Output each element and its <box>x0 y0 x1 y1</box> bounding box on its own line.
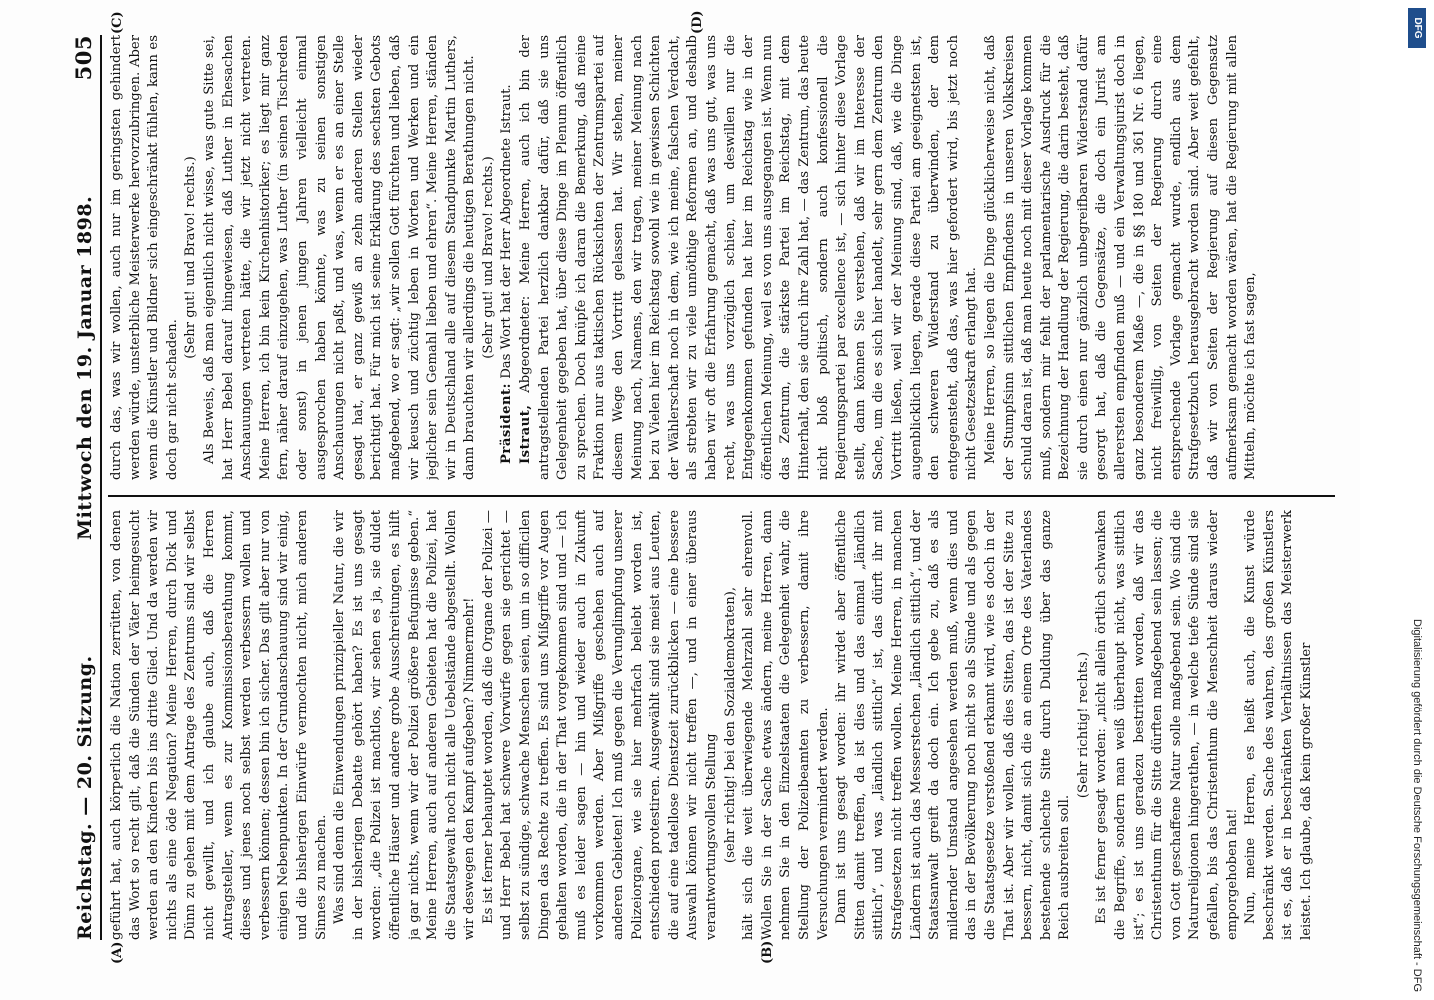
paragraph: Es ist ferner behauptet worden, daß die Organe der Polizei — und Herr Bebel hat schwere Vorwürfe gegen sie gerichtet — selbst zu sündige, schwache Menschen seien, um in so difficilen Dingen das Rechte zu treffen. Es sind uns Mißgriffe vor Augen gehalten worden, die in der That vorgekommen sind und — ich muß es leider sagen — hin und wieder auch in Zukunft vorkommen werden. Aber Mißgriffe geschehen auch auf anderen Gebieten! Ich muß gegen die Verunglimpfung unserer Polizeiorgane, wie sie hier mehrfach beliebt worden ist, entschieden protestiren. Ausgewählt sind sie meist aus Leuten, die auf eine tadellose Dienstzeit zurückblicken — eine bessere Auswahl können wir nicht treffen —, und in einer überaus verantwortungsvollen Stellung <box>480 510 719 940</box>
credit-text: Digitalisierung gefördert durch die Deutsche Forschungsgemeinschaft - DFG <box>1411 619 1423 992</box>
speech-text: Meine Herren, auch ich bin der antragstellenden Partei herzlich dankbar dafür, daß sie uns Gelegenheit gegeben hat, über diese Dinge im Plenum öffentlich zu sprechen. Doch knüpfe ich daran die Bemerkung, daß meine Fraktion nur aus taktischen Rücksichten der Zentrumspartei auf diesem Wege den Vortritt gelassen hat. Wir stehen, meiner Meinung nach, Namens, den wir tragen, meiner Meinung nach bei zu Vielen hier im Reichstag sowohl wie in gewissen Schichten der Wählerschaft noch in dem, wie ich meine, falschen Verdacht, als strebten wir zu viele unnöthige Reformen an, und deshalb haben wir oft die Erfahrung gemacht, daß was uns gut, was uns recht, was uns vorzüglich schien, um deswillen nur die Entgegenkommen gefunden hat hier im Reichstag wie in der öffentlichen Meinung, weil es von uns ausgegangen ist. Wenn nun das Zentrum, die stärkste Partei im Reichstag, mit dem Hinterhalt, den sie durch ihre Zahl hat, — das Zentrum, das heute nicht bloß politisch, sondern auch konfessionell die Regierungspartei par excellence ist, — sich hinter diese Vorlage stellt, dann können Sie verstehen, daß wir im Interesse der Sache, um die es sich hier handelt, sehr gern dem Zentrum den Vortritt ließen, weil wir der Meinung sind, daß, wie die Dinge augenblicklich liegen, gerade diese Partei am geeignetsten ist, den schweren Widerstand zu überwinden, der dem entgegensteht, daß das, was hier gefordert wird, bis jetzt noch nicht Gesetzeskraft erlangt hat. <box>518 35 980 480</box>
paragraph: Was sind denn die Einwendungen prinzipieller Natur, die wir in der bisherigen Debatte gehört haben? Es ist uns gesagt worden: „die Polizei ist machtlos, wir sehen es ja, sie duldet öffentliche Häuser und andere grobe Ausschreitungen, es hilft ja gar nichts, wenn wir der Polizei größere Befugnisse geben.“ Meine Herren, auch auf anderen Gebieten hat die Polizei, hat die Staatsgewalt noch nicht alle Uebelstände abgestellt. Wollen wir deswegen den Kampf aufgeben? Nimmermehr! <box>332 510 478 940</box>
left-column <box>108 510 1335 940</box>
header-date: Mittwoch den 19. Januar 1898. <box>74 195 96 540</box>
page-number: 505 <box>71 35 96 81</box>
margin-marker-a: (A) <box>110 941 125 964</box>
margin-marker-c: (C) <box>110 11 125 34</box>
speaker-role: Abgeordneter: <box>518 295 534 393</box>
paragraph: Dann ist uns gesagt worden: ihr wirdet aber öffentliche Sitten damit treffen, da ist dies und das einmal „ländlich sittlich“, und was „ländlich sittlich“ ist, das dürft ihr mit Strafgesetzen nicht treffen wollen. Meine Herren, in manchen Ländern ist auch das Messerstechen „ländlich sittlich“, und der Staatsanwalt greift da doch ein. Ich gebe zu, daß es als mildernder Umstand angesehen werden muß, wenn dies und das in der Bevölkerung noch nicht so als Sünde und als gegen die Staatsgesetze verstoßend erkannt wird, wie es doch in der That ist. Aber wir wollen, daß dies Sitten, das ist der Sitte zu bessern, nicht, damit sich die an einem Orte des Vaterlandes bestehende schlechte Sitte durch Duldung über das ganze Reich ausbreiten soll. <box>834 510 1073 940</box>
president-text: Das Wort hat der Herr Abgeordnete Istraut. <box>499 84 515 379</box>
dfg-logo <box>1408 8 1426 48</box>
paragraph: hält sich die weit überwiegende Mehrzahl sehr ehrenvoll. Wollen Sie in der Sache etwas ändern, meine Herren, dann nehmen Sie in den Einzelstaaten die Gelegenheit wahr, die Stellung der Polizeibeamten zu verbessern, damit ihre Versuchungen vermindert werden. <box>741 510 831 940</box>
speaker-turn <box>517 35 982 480</box>
paragraph: Meine Herren, so liegen die Dinge glücklicherweise nicht, daß der Stumpfsinn sittlichen Empfindens in unseren Volkskreisen schuld daran ist, daß man heute noch mit dieser Vorlage kommen muß, sondern mir fehlt der parlamentarische Ausdruck für die Bezeichnung der Handlung der Regierung, die darin besteht, daß sie durch einen nur gänzlich unbegreifbaren Widerstand dafür gesorgt hat, daß die Gegensätze, die doch ein Jurist am allerersten empfinden muß — und ein Verwaltungsjurist doch in ganz besonderem Maße —, die in §§ 180 und 361 Nr. 6 liegen, nicht freiwillig, von Seiten der Regierung durch eine entsprechende Vorlage gemacht wurde, endlich aus dem Strafgesetzbuch herausgebracht worden sind. Aber weit gefehlt, daß wir von Seiten der Regierung auf diesen Gegensatz aufmerksam gemacht worden wären, hat die Regierung mit allen Mitteln, möchte ich fast sagen, <box>982 35 1259 480</box>
interjection: (sehr richtig! bei den Sozialdemokraten), <box>722 586 738 864</box>
right-column <box>108 35 1335 480</box>
margin-marker-b: (B) <box>760 940 775 964</box>
paragraph: Als Beweis, daß man eigentlich nicht wisse, was gute Sitte sei, hat Herr Bebel darauf hingewiesen, daß Luther in Ehesachen Anschauungen vertreten hätte, die wir jetzt nicht vertreten. Meine Herren, ich bin kein Kirchenhistoriker; es liegt mir ganz fern, näher darauf einzugehen, was Luther (in seinen Tischreden oder sonst) in jenen jungen Jahren vielleicht einmal ausgesprochen haben könnte, was zu seinen sonstigen Anschauungen nicht paßt, und was, wenn er es an einer Stelle gesagt hat, er ganz gewiß an zehn anderen Stellen wieder berichtigt hat. Für mich ist seine Erklärung des sechsten Gebots maßgebend, wo er sagt: „wir sollen Gott fürchten und lieben, daß wir keusch und züchtig leben in Worten und Werken und ein jeglicher sein Gemahl lieben und ehren“. Meine Herren, ständen wir in Deutschland alle auf diesem Standpunkte Martin Luthers, dann brauchten wir allerdings die heutigen Berathungen nicht. <box>201 35 478 480</box>
header-rule <box>100 35 102 940</box>
paragraph: durch das, was wir wollen, auch nur im geringsten gehindert werden würde, unsterbliche Meisterwerke hervorzubringen. Aber wenn die Künstler und Bildner sich eingeschränkt fühlen, kann es doch gar nicht schaden. <box>109 35 180 480</box>
paragraph: Es ist ferner gesagt worden: „nicht allein örtlich schwanken die Begriffe, sondern man weiß überhaupt nicht, was sittlich ist“; es ist uns geradezu bestritten worden, daß wir das Christenthum für die Sitte dürften maßgebend sein lassen; die von Gott geschaffene Natur solle maßgebend sein. Wo sind die Naturreligionen hingerathen, — in welche tiefe Sünde sind sie gefallen, bis das Christenthum die Menschheit daraus wieder emporgehoben hat! <box>1094 510 1240 940</box>
president-turn <box>498 35 517 480</box>
president-label: Präsident: <box>499 382 515 464</box>
interjection: (Sehr gut! und Bravo! rechts.) <box>480 156 496 359</box>
interjection: (Sehr gut! und Bravo! rechts.) <box>183 156 199 359</box>
column-divider <box>108 495 1335 497</box>
speaker-name: Istraut, <box>518 404 534 464</box>
interjection: (Sehr richtig! rechts.) <box>1075 651 1091 799</box>
header-left: Reichstag. — 20. Sitzung. <box>74 655 96 940</box>
digitization-credit <box>1404 8 1430 992</box>
margin-marker-d: (D) <box>690 10 705 34</box>
paragraph: geführt hat, auch körperlich die Nation zerrütten, von denen das Wort so recht gilt, daß die Sünden der Väter heimgesucht werden an den Kindern bis ins dritte Glied. Und da werden wir nichts als eine öde Negation? Meine Herren, durch Dick und Dünn zu gehen mit dem Antrage des Zentrums sind wir selbst nicht gewillt, und ich glaube auch, daß die Herren Antragsteller, wenn es zur Kommissionsberathung kommt, dieses und jenes noch selbst werden verbessern wollen und verbessern können; dessen bin ich sicher. Das gilt aber nur von einigen Nebenpunkten. In der Grundanschauung sind wir einig, und die bisherigen Einwürfe vermochten nicht, mich anderen Sinnes zu machen. <box>109 510 329 940</box>
paragraph: Nun, meine Herren, es heißt auch, die Kunst würde beschränkt werden. Sache des wahren, des großen Künstlers ist es, daß er in beschränkten Verhältnissen das Meisterwerk leistet. Ich glaube, daß kein großer Künstler <box>1243 510 1314 940</box>
dfg-logo-text: DFG <box>1412 17 1423 39</box>
page-header <box>62 35 96 940</box>
